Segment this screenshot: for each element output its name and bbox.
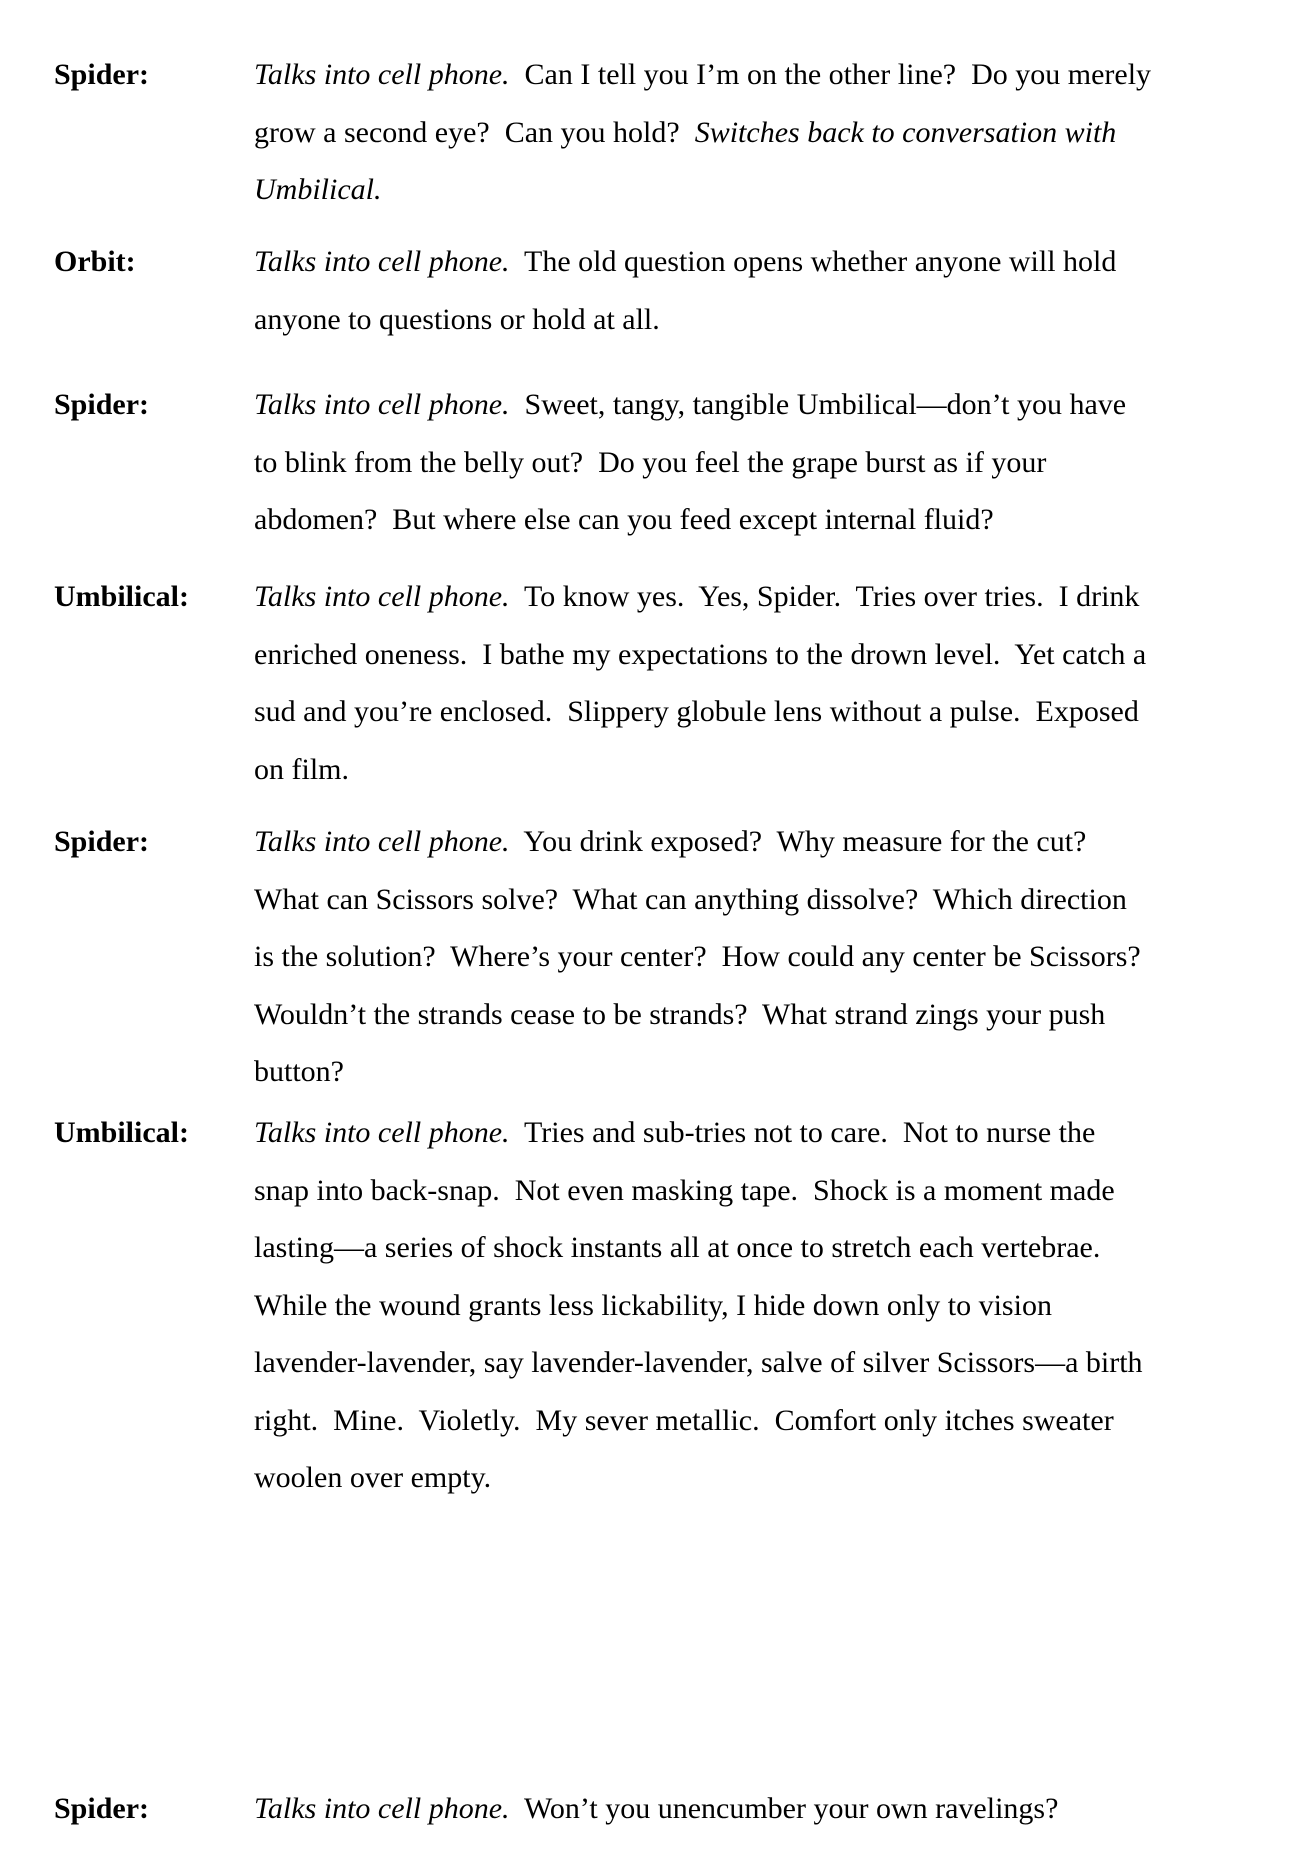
speaker-name: Spider: [54, 1792, 150, 1825]
dialogue-text [254, 568, 1254, 798]
stage-direction: Talks into cell phone. [254, 1116, 510, 1149]
speaker-name: Umbilical: [54, 1116, 189, 1149]
spoken-text: To know yes. Yes, Spider. Tries over tries. I drink [509, 580, 1140, 613]
stage-direction: Talks into cell phone. [254, 245, 510, 278]
stage-direction: Talks into cell phone. [254, 58, 510, 91]
dialogue-line [254, 1334, 1254, 1392]
speaker-name: Spider: [54, 825, 150, 858]
spoken-text: What can Scissors solve? What can anything dissolve? Which direction [254, 882, 1127, 916]
stage-direction: Talks into cell phone. [254, 825, 510, 858]
spoken-text: enriched oneness. I bathe my expectations to the drown level. Yet catch a [254, 637, 1147, 671]
dialogue-line [254, 1392, 1254, 1450]
spoken-text: Won’t you unencumber your own ravelings? [509, 1792, 1059, 1825]
spoken-text: snap into back-snap. Not even masking tape. Shock is a moment made [254, 1173, 1115, 1207]
dialogue-text [254, 813, 1254, 1101]
speaker-name: Spider: [54, 58, 150, 91]
dialogue-line [254, 161, 1254, 219]
dialogue-line [254, 928, 1254, 986]
spoken-text: lavender-lavender, say lavender-lavender, salve of silver Scissors—a birth [254, 1346, 1143, 1379]
spoken-text: button? [254, 1055, 344, 1088]
dialogue-line [254, 568, 1254, 626]
dialogue-line [254, 741, 1254, 799]
dialogue-line [254, 46, 1254, 104]
spoken-text: While the wound grants less lickability, I hide down only to vision [254, 1288, 1052, 1322]
stage-direction: Switches back to conversation with [694, 115, 1117, 149]
dialogue-line [254, 1162, 1254, 1220]
spoken-text: anyone to questions or hold at all. [254, 302, 660, 336]
spoken-text: Sweet, tangy, tangible Umbilical—don’t you have [509, 388, 1127, 421]
dialogue-text [254, 1780, 1254, 1838]
spoken-text: woolen over empty. [254, 1461, 492, 1494]
dialogue-text [254, 46, 1254, 219]
spoken-text: is the solution? Where’s your center? How could any center be Scissors? [254, 940, 1141, 973]
spoken-text: sud and you’re enclosed. Slippery globule lens without a pulse. Exposed [254, 695, 1139, 728]
spoken-text: Can I tell you I’m on the other line? Do you merely [509, 58, 1152, 91]
speaker-name: Umbilical: [54, 580, 189, 613]
dialogue-line [254, 376, 1254, 434]
stage-direction: Talks into cell phone. [254, 388, 510, 421]
stage-direction: Talks into cell phone. [254, 580, 510, 613]
dialogue-line [254, 1104, 1254, 1162]
dialogue-text [254, 1104, 1254, 1507]
dialogue-line [254, 813, 1254, 871]
dialogue-text [254, 376, 1254, 549]
dialogue-line [254, 986, 1254, 1044]
spoken-text: The old question opens whether anyone will hold [509, 245, 1117, 278]
dialogue-line [254, 1449, 1254, 1507]
spoken-text: to blink from the belly out? Do you feel the grape burst as if your [254, 445, 1047, 479]
spoken-text: Tries and sub-tries not to care. Not to nurse the [509, 1116, 1096, 1149]
dialogue-line [254, 1043, 1254, 1101]
dialogue-line [254, 1780, 1254, 1838]
dialogue-line [254, 626, 1254, 684]
spoken-text: Wouldn’t the strands cease to be strands? What strand zings your push [254, 997, 1106, 1031]
spoken-text: on film. [254, 752, 349, 786]
spoken-text: abdomen? But where else can you feed except internal fluid? [254, 503, 994, 536]
dialogue-line [254, 871, 1254, 929]
spoken-text: right. Mine. Violetly. My sever metallic. Comfort only itches sweater [254, 1403, 1114, 1437]
dialogue-line [254, 104, 1254, 162]
stage-direction: Umbilical. [254, 173, 382, 206]
speaker-name: Orbit: [54, 245, 136, 278]
dialogue-line [254, 291, 1254, 349]
spoken-text: lasting—a series of shock instants all at once to stretch each vertebrae. [254, 1231, 1101, 1264]
dialogue-line [254, 233, 1254, 291]
dialogue-line [254, 683, 1254, 741]
spoken-text: grow a second eye? Can you hold? [254, 115, 695, 149]
spoken-text: You drink exposed? Why measure for the cut? [509, 825, 1087, 858]
stage-direction: Talks into cell phone. [254, 1792, 510, 1825]
dialogue-line [254, 1219, 1254, 1277]
dialogue-line [254, 491, 1254, 549]
dialogue-line [254, 434, 1254, 492]
speaker-name: Spider: [54, 388, 150, 421]
dialogue-line [254, 1277, 1254, 1335]
dialogue-text [254, 233, 1254, 348]
